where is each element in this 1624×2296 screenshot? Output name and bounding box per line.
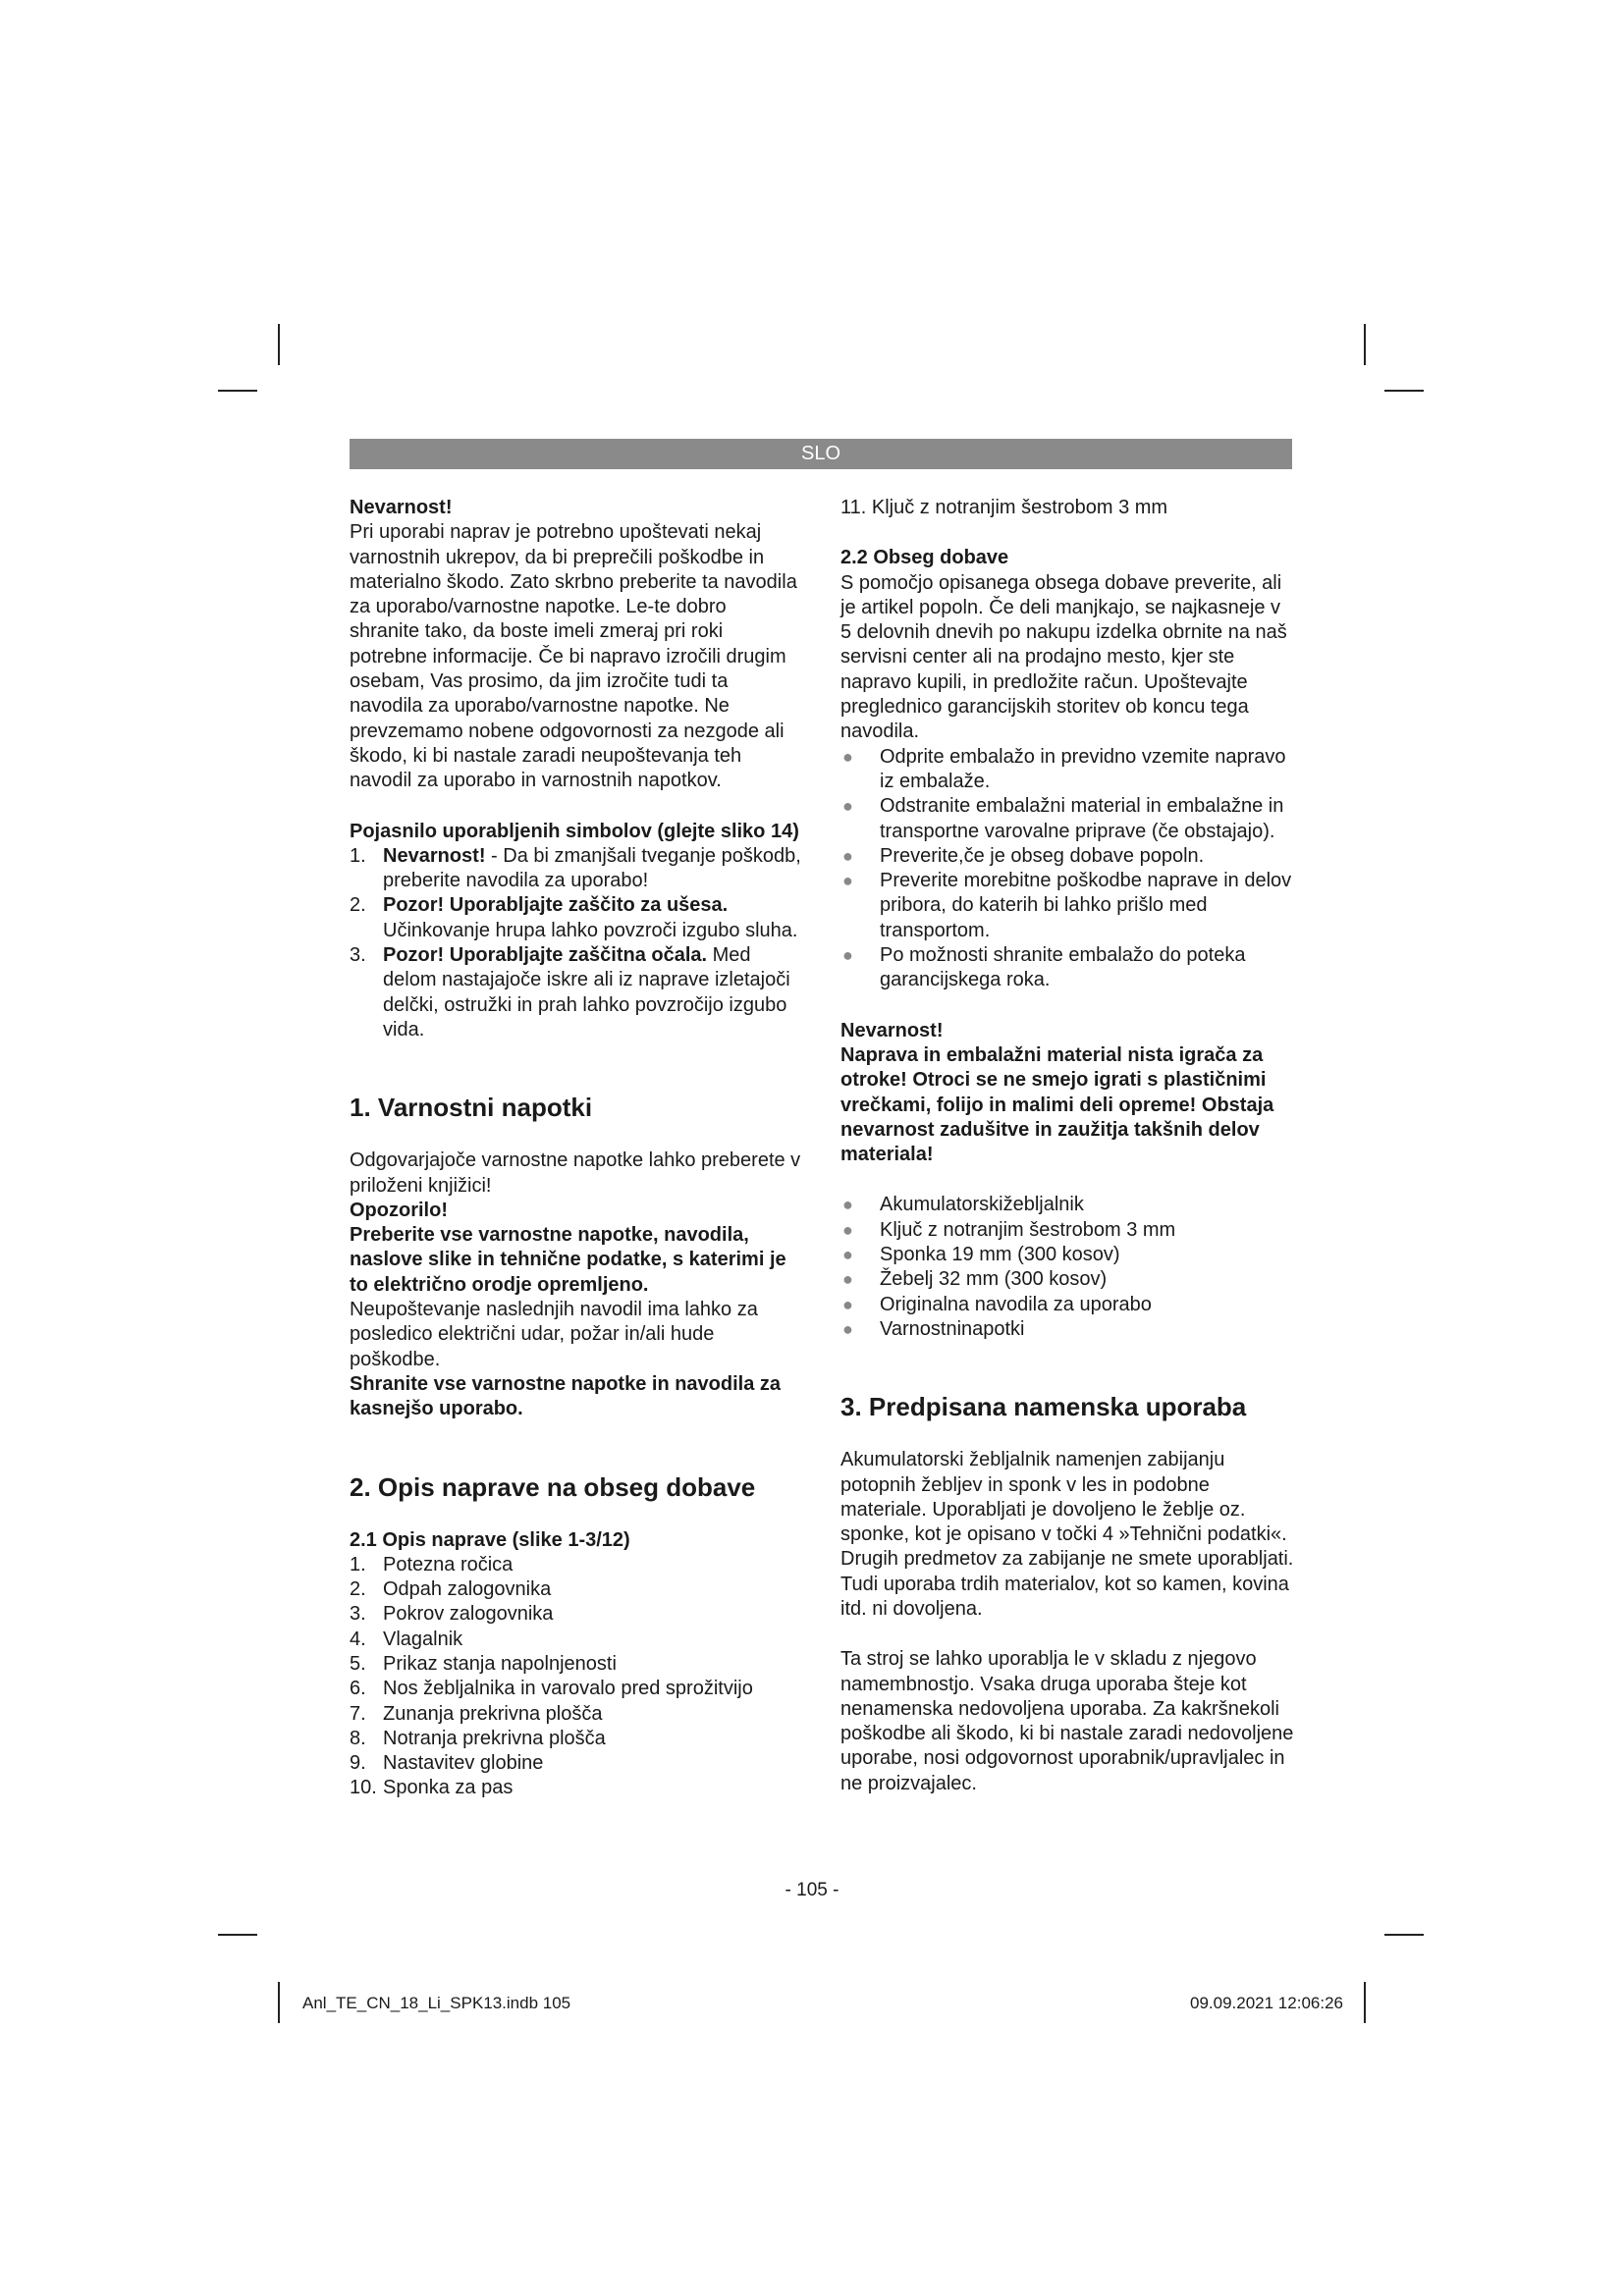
list-item <box>840 1293 1294 1317</box>
item-text: Varnostninapotki <box>880 1317 1025 1340</box>
warning-heading: Opozorilo! <box>350 1199 448 1221</box>
item-number: 9. <box>350 1752 366 1775</box>
item-text: Originalna navodila za uporabo <box>880 1293 1152 1315</box>
crop-mark <box>1364 1982 1366 2023</box>
list-item <box>840 1218 1294 1243</box>
right-column <box>840 496 1294 1796</box>
bullet-icon: ● <box>842 845 853 866</box>
bullet-icon: ● <box>842 1245 853 1265</box>
item-text: Notranja prekrivna plošča <box>383 1727 606 1749</box>
list-item <box>350 1628 801 1652</box>
item-bold: Pozor! Uporabljajte zaščitna očala. <box>383 944 708 967</box>
item-text: Odstranite embalažni material in embalažne in transportne varovalne priprave (če obstajajo). <box>880 795 1284 842</box>
crop-mark <box>1384 1934 1424 1936</box>
parts-list <box>350 1553 801 1801</box>
list-item <box>840 1243 1294 1267</box>
list-item <box>840 745 1294 795</box>
symbols-list <box>350 844 801 1042</box>
item-number: 5. <box>350 1652 366 1675</box>
list-item <box>840 943 1294 993</box>
item-text: Zunanja prekrivna plošča <box>383 1702 603 1725</box>
item-text: Po možnosti shranite embalažo do poteka garancijskega roka. <box>880 944 1246 991</box>
item-text: Sponka za pas <box>383 1777 514 1799</box>
bullet-icon: ● <box>842 1269 853 1290</box>
page-number: - 105 - <box>785 1880 839 1900</box>
item-text: Prikaz stanja napolnjenosti <box>383 1652 617 1675</box>
list-item <box>350 943 801 1042</box>
unpacking-steps <box>840 745 1294 993</box>
item-text: - Da bi zmanjšali tveganje poškodb, preberite navodila za uporabo! <box>383 844 801 892</box>
delivery-contents <box>840 1193 1294 1342</box>
item-text: Akumulatorskižebljalnik <box>880 1194 1084 1216</box>
item-number: 2. <box>350 894 366 917</box>
bullet-icon: ● <box>842 1219 853 1240</box>
crop-mark <box>218 390 257 392</box>
danger-paragraph: Pri uporabi naprav je potrebno upoštevati nekaj varnostnih ukrepov, da bi preprečili poškodbe in materialno škodo. Zato skrbno preberite ta navodila za uporabo/varnostne napotke. Le-te dobro shranite tako, da boste imeli zmeraj pri roki potrebne informacije. Če bi napravo izročili drugim osebam, Vas prosimo, da jim izročite tudi ta navodila za uporabo/varnostne napotke. Ne prevzemamo nobene odgovornosti za nezgode ali škodo, ki bi nastale zaradi neupoštevanja teh navodil za uporabo in varnostnih napotkov. <box>350 521 797 792</box>
list-item <box>840 1193 1294 1217</box>
section-3-paragraph-1: Akumulatorski žebljalnik namenjen zabijanju potopnih žebljev in sponk v les in podobne materiale. Uporabljati je dovoljeno le žeblje oz. sponke, kot je opisano v točki 4 »Tehnični podatki«. Drugih predmetov za zabijanje ne smete uporabljati. Tudi uporaba trdih materialov, kot so kamen, kovina itd. ni dovoljena. <box>840 1449 1294 1620</box>
warning-text: Neupoštevanje naslednjih navodil ima lahko za posledico električni udar, požar in/ali hude poškodbe. <box>350 1299 758 1370</box>
section-2-1-title: 2.1 Opis naprave (slike 1-3/12) <box>350 1528 630 1551</box>
item-text: Nastavitev globine <box>383 1752 544 1775</box>
item-number: 7. <box>350 1702 366 1725</box>
keep-instructions: Shranite vse varnostne napotke in navodila za kasnejšo uporabo. <box>350 1372 782 1420</box>
item-text: Vlagalnik <box>383 1628 463 1650</box>
section-2-title: 2. Opis naprave na obseg dobave <box>350 1471 756 1502</box>
item-text: Nos žebljalnika in varovalo pred sprožitvijo <box>383 1678 753 1700</box>
item-number: 1. <box>350 844 366 867</box>
item-text: Odprite embalažo in previdno vzemite napravo iz embalaže. <box>880 745 1286 792</box>
list-item <box>840 794 1294 844</box>
list-item <box>350 844 801 894</box>
list-item <box>350 1751 801 1776</box>
section-1-title: 1. Varnostni napotki <box>350 1093 593 1123</box>
item-number: 6. <box>350 1678 366 1700</box>
item-bold: Pozor! Uporabljajte zaščito za ušesa. <box>383 894 729 917</box>
section-1-intro: Odgovarjajoče varnostne napotke lahko preberete v priloženi knjižici! <box>350 1149 801 1197</box>
item-text: Pokrov zalogovnika <box>383 1603 554 1626</box>
bullet-icon: ● <box>842 945 853 966</box>
section-3-paragraph-2: Ta stroj se lahko uporablja le v skladu z njegovo namembnostjo. Vsaka druga uporaba šteje kot nenamenska nedovoljena uporaba. Za kakršnekoli poškodbe ali škodo, ki bi nastale zaradi nedovoljene uporabe, nosi odgovornost uporabnik/upravljalec in ne proizvajalec. <box>840 1648 1294 1794</box>
section-2-2-title: 2.2 Obseg dobave <box>840 547 1009 569</box>
bullet-icon: ● <box>842 1294 853 1314</box>
danger2-text: Naprava in embalažni material nista igrača za otroke! Otroci se ne smejo igrati s plastičnimi vrečkami, folijo in malimi deli opreme! Obstaja nevarnost zadušitve in zaužitja takšnih delov materiala! <box>840 1043 1274 1166</box>
bullet-icon: ● <box>842 871 853 891</box>
item-text: Žebelj 32 mm (300 kosov) <box>880 1268 1108 1291</box>
footer-datetime: 09.09.2021 12:06:26 <box>1190 1994 1343 2012</box>
item-number: 8. <box>350 1727 366 1749</box>
item-number: 2. <box>350 1578 366 1601</box>
section-2-2-text: S pomočjo opisanega obsega dobave preverite, ali je artikel popoln. Če deli manjkajo, se najkasneje v 5 delovnih dnevih po nakupu izdelka obrnite na naš servisni center ali na prodajno mesto, kjer ste napravo kupili, in predložite račun. Upoštevajte preglednico garancijskih storitev ob koncu tega navodila. <box>840 571 1287 743</box>
bullet-icon: ● <box>842 796 853 817</box>
list-item <box>350 1652 801 1677</box>
part-11: 11. Ključ z notranjim šestrobom 3 mm <box>840 497 1168 518</box>
item-text: Preverite morebitne poškodbe naprave in delov pribora, do katerih bi lahko prišlo med transportom. <box>880 870 1292 941</box>
crop-mark <box>278 1982 280 2023</box>
list-item <box>840 1267 1294 1292</box>
list-item <box>840 844 1294 869</box>
bullet-icon: ● <box>842 746 853 767</box>
item-text: Med delom nastajajoče iskre ali iz naprave izletajoči delčki, ostružki in prah lahko povzročijo izgubo vida. <box>383 944 790 1041</box>
list-item <box>350 1776 801 1800</box>
item-number: 3. <box>350 944 366 967</box>
item-number: 1. <box>350 1553 366 1575</box>
item-text: Ključ z notranjim šestrobom 3 mm <box>880 1218 1176 1241</box>
crop-mark <box>218 1934 257 1936</box>
item-bold: Nevarnost! <box>383 844 486 867</box>
list-item <box>840 1317 1294 1342</box>
item-text: Odpah zalogovnika <box>383 1578 552 1601</box>
language-header: SLO <box>350 439 1292 469</box>
list-item <box>350 893 801 943</box>
bullet-icon: ● <box>842 1318 853 1339</box>
item-text: Učinkovanje hrupa lahko povzroči izgubo sluha. <box>383 919 798 941</box>
list-item <box>350 1553 801 1577</box>
section-3-title: 3. Predpisana namenska uporaba <box>840 1392 1247 1422</box>
list-item <box>350 1702 801 1727</box>
symbols-heading: Pojasnilo uporabljenih simbolov (glejte sliko 14) <box>350 820 799 842</box>
item-number: 3. <box>350 1603 366 1626</box>
list-item <box>840 869 1294 943</box>
left-column <box>350 496 801 1801</box>
bullet-icon: ● <box>842 1195 853 1215</box>
warning-bold-text: Preberite vse varnostne napotke, navodila, naslove slike in tehnične podatke, s katerimi je to električno orodje opremljeno. <box>350 1224 786 1296</box>
list-item <box>350 1677 801 1701</box>
item-number: 10. <box>350 1777 377 1799</box>
crop-mark <box>1364 324 1366 365</box>
danger-heading: Nevarnost! <box>350 497 453 518</box>
item-text: Potezna ročica <box>383 1553 514 1575</box>
list-item <box>350 1727 801 1751</box>
item-number: 4. <box>350 1628 366 1650</box>
footer-filename: Anl_TE_CN_18_Li_SPK13.indb 105 <box>302 1994 571 2012</box>
crop-mark <box>1384 390 1424 392</box>
danger2-heading: Nevarnost! <box>840 1019 944 1041</box>
item-text: Sponka 19 mm (300 kosov) <box>880 1244 1120 1266</box>
list-item <box>350 1602 801 1627</box>
crop-mark <box>278 324 280 365</box>
list-item <box>350 1577 801 1602</box>
item-text: Preverite,če je obseg dobave popoln. <box>880 844 1205 867</box>
